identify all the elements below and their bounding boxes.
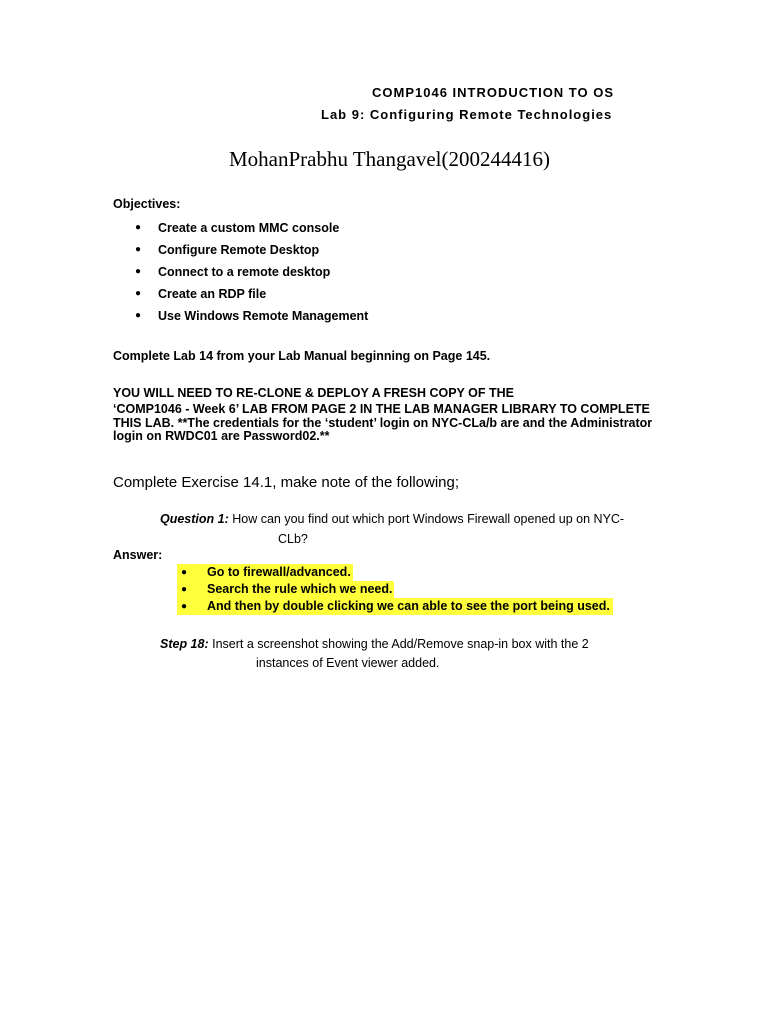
bullet-icon: ●: [135, 244, 142, 255]
list-item: ● Create an RDP file: [135, 284, 368, 306]
list-item: ● Search the rule which we need.: [177, 581, 610, 598]
answer-label: Answer:: [113, 548, 163, 562]
bullet-icon: ●: [181, 601, 188, 612]
bullet-icon: ●: [181, 584, 188, 595]
list-item: ● Go to firewall/advanced.: [177, 564, 610, 581]
exercise-instruction: Complete Exercise 14.1, make note of the following;: [113, 474, 460, 491]
step-text: Insert a screenshot showing the Add/Remove snap-in box with the 2: [208, 637, 589, 651]
question-text: How can you find out which port Windows Firewall opened up on NYC-: [228, 512, 625, 526]
step-label: Step 18:: [160, 637, 209, 651]
objectives-heading: Objectives:: [113, 197, 181, 211]
bullet-icon: ●: [135, 222, 142, 233]
bullet-icon: ●: [181, 567, 188, 578]
step-18-continuation: instances of Event viewer added.: [256, 656, 440, 670]
bullet-icon: ●: [135, 310, 142, 321]
question-1: [160, 512, 624, 526]
bullet-icon: ●: [135, 266, 142, 277]
answer-list: [177, 564, 610, 615]
list-item: ● Connect to a remote desktop: [135, 262, 368, 284]
list-item: ● And then by double clicking we can able to see the port being used.: [177, 598, 610, 615]
list-item: ● Configure Remote Desktop: [135, 240, 368, 262]
list-item: ● Create a custom MMC console: [135, 218, 368, 240]
warning-line-1: YOU WILL NEED TO RE-CLONE & DEPLOY A FRESH COPY OF THE: [113, 386, 514, 400]
question-label: Question 1:: [160, 512, 229, 526]
warning-line-2: ‘COMP1046 - Week 6’ LAB FROM PAGE 2 IN THE LAB MANAGER LIBRARY TO COMPLETE THIS LAB. **The credentials for the ‘student’ login on NYC-CLa/b are and the Administrator login on RWDC01 are Password02.**: [113, 402, 653, 443]
lab-title: Lab 9: Configuring Remote Technologies: [321, 107, 613, 122]
author-name: MohanPrabhu Thangavel(200244416): [229, 147, 550, 171]
lab-instruction: Complete Lab 14 from your Lab Manual beginning on Page 145.: [113, 349, 491, 363]
bullet-icon: ●: [135, 288, 142, 299]
list-item: ● Use Windows Remote Management: [135, 306, 368, 328]
course-title: COMP1046 INTRODUCTION TO OS: [372, 85, 615, 100]
objectives-list: [135, 218, 368, 328]
step-18: [160, 637, 589, 651]
question-1-continuation: CLb?: [278, 532, 308, 546]
